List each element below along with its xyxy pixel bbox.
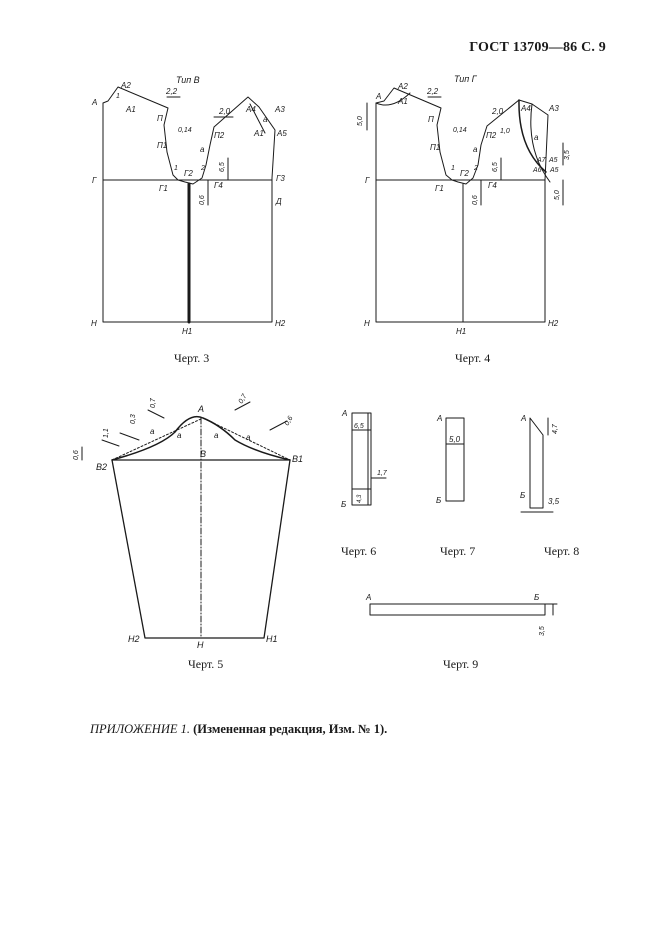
fig4-dim-35-text: 3,5 [564,150,571,160]
fig3-label-a3: А3 [275,105,285,114]
fig4-label-a: А [376,92,382,101]
fig8-outline [530,418,543,508]
fig5-dim-07b-text: 0,7 [237,393,249,405]
fig6-dim-17-text: 1,7 [377,470,387,477]
fig5-dim-tick-2 [120,433,139,440]
caption-fig9: Черт. 9 [443,657,479,671]
fig3-dim-14-text: 0,14 [178,127,192,134]
fig3-label-a1: А1 [126,105,136,114]
fig3-label-p1: П1 [157,141,168,150]
fig4-label-a6: А6 [533,167,542,174]
fig3-label-h2: Н2 [275,319,286,328]
figure-6 [341,409,388,509]
caption-fig8: Черт. 8 [544,544,580,558]
fig4-dim-65-text: 6,5 [492,162,499,172]
fig3-label-g1: Г1 [159,184,168,193]
fig5-dim-11-text: 1,1 [103,428,110,438]
fig5-label-b2: В2 [96,462,108,472]
caption-fig3: Черт. 3 [174,351,210,365]
revision-note: (Измененная редакция, Изм. № 1). [193,722,388,736]
fig8-label-a: А [521,414,527,423]
fig6-dim-43-text: 4,3 [357,494,363,503]
fig5-label-h1: Н1 [266,634,278,644]
figure-4 [357,74,571,336]
fig4-label-p2: П2 [486,131,497,140]
footer-note [90,722,387,737]
fig3-label-g2: Г2 [184,169,193,178]
caption-fig4: Черт. 4 [455,351,491,365]
appendix-ref: ПРИЛОЖЕНИЕ 1. [90,722,190,736]
fig3-label-h: Н [91,319,97,328]
fig4-label-a3: А3 [549,104,559,113]
figure-7 [436,414,464,505]
fig6-label-bs: Б [341,500,347,509]
fig9-label-bs: Б [534,593,540,602]
fig5-dim-03-text: 0,3 [130,414,137,424]
fig4-dim-10-text: 1,0 [500,128,510,135]
fig4-dim-50-text: 5,0 [357,116,364,126]
fig5-label-a4: а [246,433,251,442]
fig5-label-a3: а [214,431,219,440]
fig4-dim-06-text: 0,6 [472,195,479,205]
fig4-dim-22-text: 2,2 [427,87,439,96]
fig3-label-1b: 1 [174,165,178,172]
fig5-dim-tick-1 [102,440,119,446]
fig3-label-a: А [92,98,98,107]
fig7-label-bs: Б [436,496,442,505]
fig4-label-a4: А4 [521,104,531,113]
fig3-dim-06-text: 0,6 [199,195,206,205]
fig7-dim-50-text: 5,0 [449,435,461,444]
fig4-label-2: 2 [474,165,478,172]
fig5-dim-07-text: 0,7 [150,398,157,408]
fig4-label-a-small2: а [473,145,478,154]
fig3-dim-20-text: 2,0 [219,107,231,116]
fig3-label-a-small: а [263,115,268,124]
fig4-type-label: Тип Г [454,74,477,84]
fig4-label-g: Г [365,176,370,185]
fig4-label-h2: Н2 [548,319,559,328]
fig7-rect [446,418,464,501]
fig3-label-a-small2: а [200,145,205,154]
fig3-label-h1: Н1 [182,327,193,336]
fig4-label-a1: А1 [398,97,408,106]
fig4-label-a5: А5 [549,157,558,164]
fig3-label-a2: А2 [121,81,131,90]
fig3-label-2: 2 [201,165,205,172]
fig4-label-p: П [428,115,434,124]
fig5-label-h2: Н2 [128,634,140,644]
figure-3 [91,75,287,336]
fig3-label-1a: 1 [116,93,120,100]
fig4-label-p1: П1 [430,143,441,152]
fig3-label-d: Д [276,197,282,206]
fig5-dim-tick-3 [148,410,164,418]
fig3-type-label: Тип В [176,75,200,85]
fig4-label-a2: А2 [398,82,408,91]
page-header: ГОСТ 13709—86 С. 9 [469,40,606,55]
fig3-label-g4: Г4 [214,181,223,190]
fig4-label-h: Н [364,319,370,328]
figure-9 [365,593,557,636]
figure-8 [520,414,560,512]
figure-5 [73,392,303,650]
fig9-dim-35-text: 3,5 [539,626,546,636]
fig5-label-h: Н [197,640,204,650]
fig5-label-b: В [200,449,207,459]
caption-fig5: Черт. 5 [188,657,224,671]
fig9-label-a: А [366,593,372,602]
fig4-label-a7: А7 [537,157,546,164]
fig6-label-a: А [342,409,348,418]
fig4-label-a5b: А5 [550,167,559,174]
fig8-dim-35-text: 3,5 [548,497,560,506]
fig5-label-a1: а [150,427,155,436]
fig5-label-a2: а [177,431,182,440]
fig5-label-b1: В1 [292,454,304,464]
fig7-label-a: А [437,414,443,423]
fig5-dim-06-text: 0,6 [73,450,80,460]
fig4-label-g4: Г4 [488,181,497,190]
fig4-label-h1: Н1 [456,327,467,336]
fig3-label-p2: П2 [214,131,225,140]
fig3-label-a1b: А1 [254,129,264,138]
fig4-dim-14-text: 0,14 [453,127,467,134]
fig5-label-a: А [198,404,205,414]
fig4-label-1: 1 [451,165,455,172]
fig9-rect [370,604,545,615]
fig4-label-a-small: а [534,133,539,142]
fig4-label-g2: Г2 [460,169,469,178]
fig3-dim-65-text: 6,5 [219,162,226,172]
caption-fig7: Черт. 7 [440,544,476,558]
fig3-dim-22-text: 2,2 [166,87,178,96]
fig3-label-p: П [157,114,163,123]
fig3-label-a4: А4 [246,105,256,114]
fig3-label-g: Г [92,176,97,185]
caption-fig6: Черт. 6 [341,544,377,558]
fig4-dim-20-text: 2,0 [492,107,504,116]
fig8-dim-47-text: 4,7 [552,424,559,434]
fig4-dim-50b-text: 5,0 [554,190,561,200]
fig8-label-bs: Б [520,491,526,500]
fig6-dim-65-text: 6,5 [354,423,364,430]
fig3-label-a5: А5 [277,129,287,138]
fig4-label-g1: Г1 [435,184,444,193]
fig3-label-g3: Г3 [276,174,285,183]
fig4-outline [376,88,548,322]
fig5-dim-06b-text: 0,6 [283,415,295,427]
